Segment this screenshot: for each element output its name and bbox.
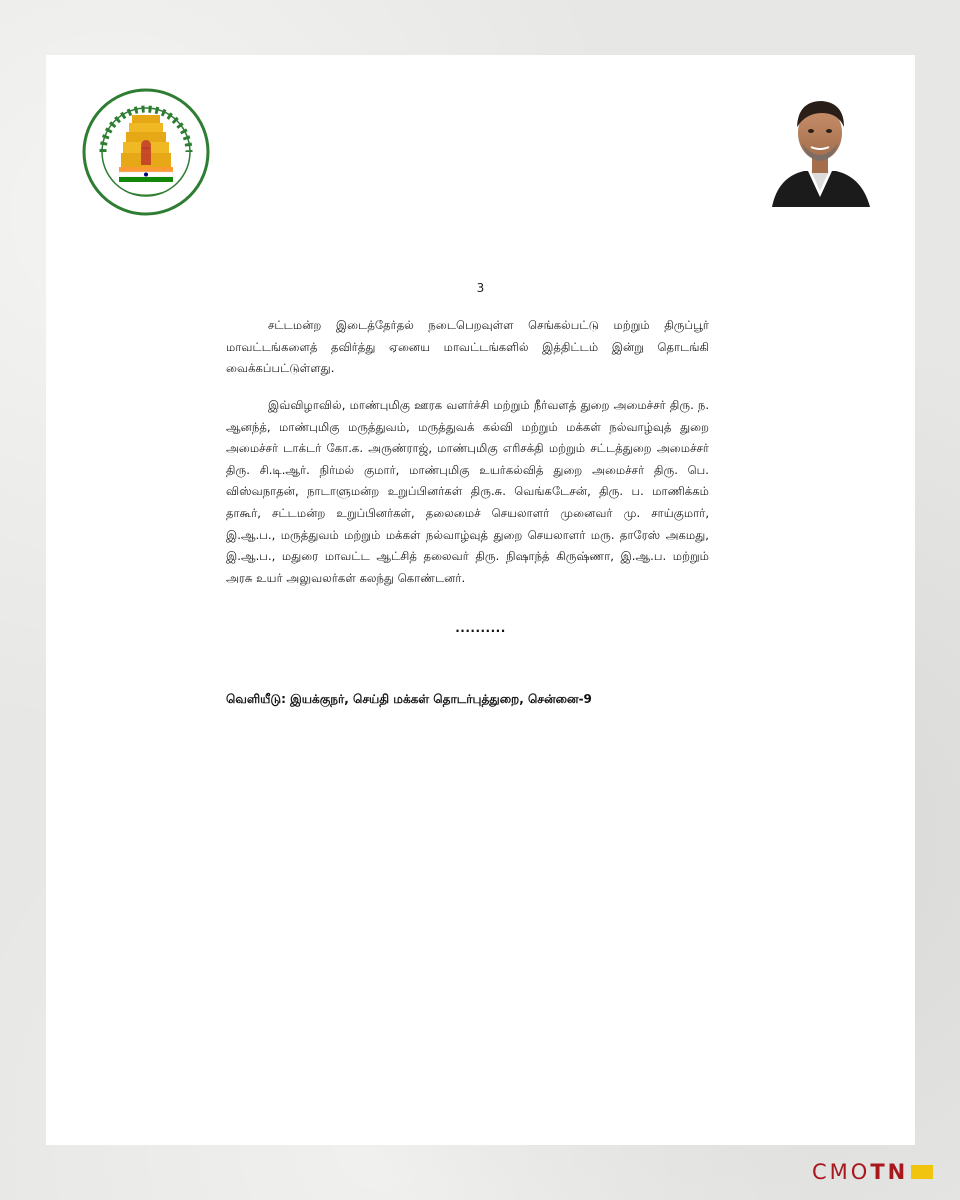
page-number: 3 — [476, 281, 485, 295]
tamil-nadu-emblem-icon — [81, 87, 211, 217]
person-photo — [764, 87, 876, 207]
brand-accent-bar — [911, 1165, 933, 1179]
paragraph-attendees: இவ்விழாவில், மாண்புமிகு ஊரக வளர்ச்சி மற்றும் நீர்வளத் துறை அமைச்சர் திரு. ந. ஆனந்த், மாண்புமிகு மருத்துவம், மருத்துவக் கல்வி மற்றும் மக்கள் நல்வாழ்வுத் துறை அமைச்சர் டாக்டர் கோ.க. அருண்ராஜ், மாண்புமிகு எரிசக்தி மற்றும் சட்டத்துறை அமைச்சர் திரு. சி.டி.ஆர். நிர்மல் குமார், மாண்புமிகு உயர்கல்வித் துறை அமைச்சர் திரு. பெ. விஸ்வநாதன், நாடாளுமன்ற உறுப்பினர்கள் திரு.சு. வெங்கடேசன், திரு. ப. மாணிக்கம் தாகூர், சட்டமன்ற உறுப்பினர்கள், தலைமைச் செயலாளர் முனைவர் மு. சாய்குமார், இ.ஆ.ப., மருத்துவம் மற்றும் மக்கள் நல்வாழ்வுத் துறை செயலாளர் மரு. தாரேஸ் அகமது, இ.ஆ.ப., மதுரை மாவட்ட ஆட்சித் தலைவர் திரு. நிஷாந்த் கிருஷ்ணா, இ.ஆ.ப. மற்றும் அரசு உயர் அலுவலர்கள் கலந்து கொண்டனர். — [226, 398, 709, 585]
release-issuer-line: வெளியீடு: இயக்குநர், செய்தி மக்கள் தொடர்புத்துறை, சென்னை-9 — [226, 692, 592, 706]
brand-suffix: TN — [870, 1160, 909, 1184]
brand-prefix: CMO — [812, 1160, 871, 1184]
brand-text — [812, 1160, 908, 1184]
section-separator: .......... — [455, 621, 506, 635]
paragraph-scheme-launch: சட்டமன்ற இடைத்தேர்தல் நடைபெறவுள்ள செங்கல்பட்டு மற்றும் திருப்பூர் மாவட்டங்களைத் தவிர்த்து ஏனைய மாவட்டங்களில் இத்திட்டம் இன்று தொடங்கி வைக்கப்பட்டுள்ளது. — [226, 318, 709, 376]
press-release-page — [46, 55, 915, 1145]
cmotn-brand-logo — [812, 1160, 933, 1184]
